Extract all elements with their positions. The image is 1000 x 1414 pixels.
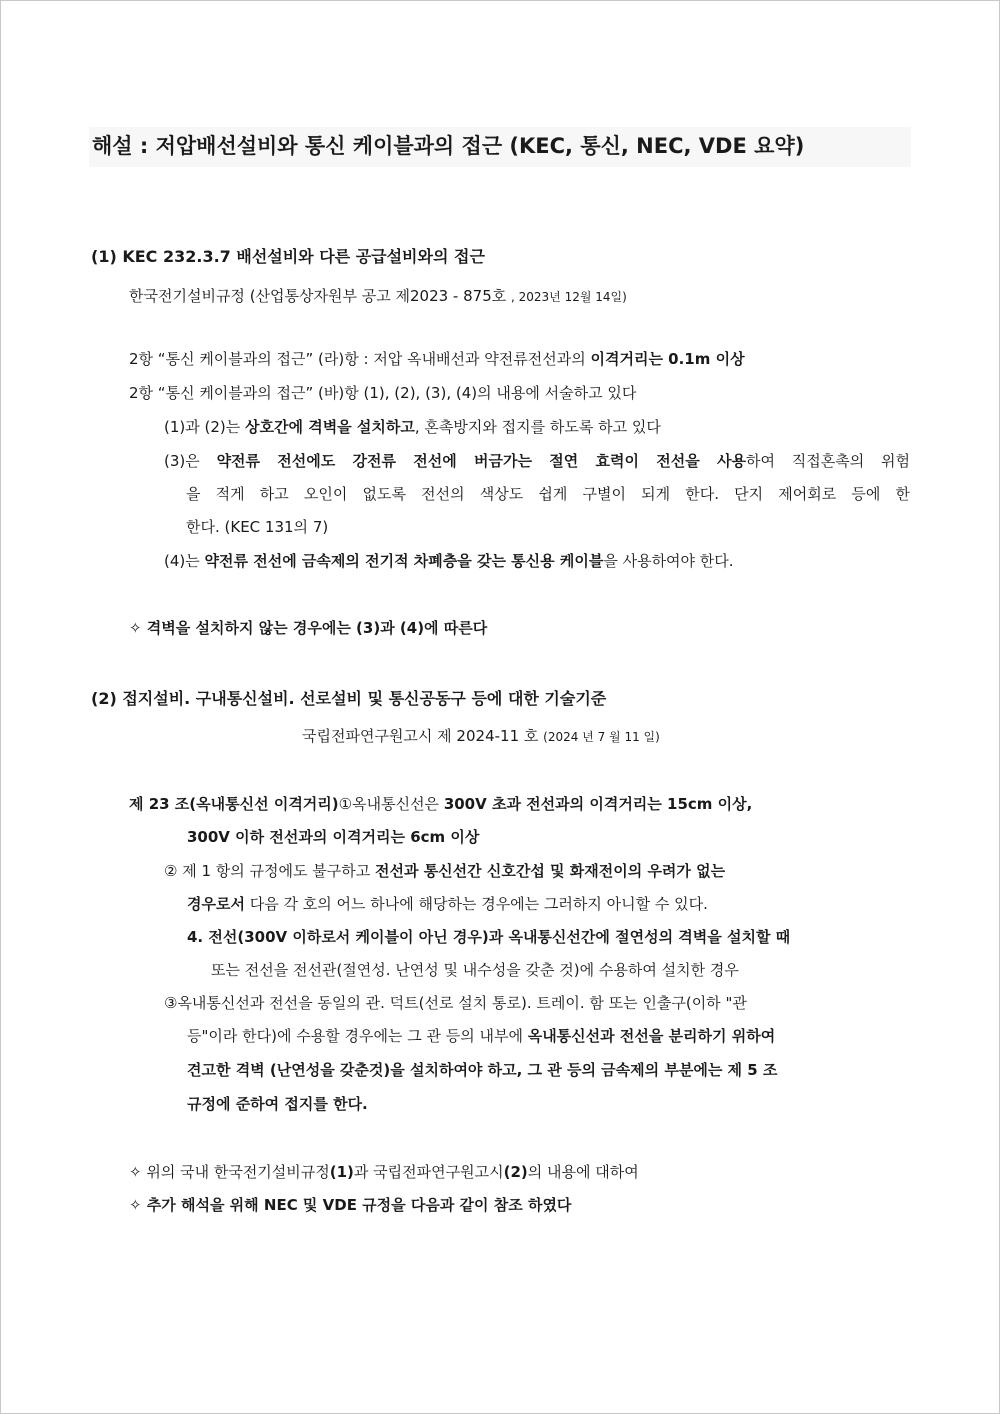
article-23-item-4-line-2: 또는 전선을 전선관(절연성. 난연성 및 내수성을 갖춘 것)에 수용하여 설치한 경우 <box>211 961 739 979</box>
footer-note-1-ref-1: (1) <box>329 1163 354 1181</box>
article-23-para-2 <box>164 861 725 881</box>
document-title: 해설 : 저압배선설비와 통신 케이블과의 접근 (KEC, 통신, NEC, VDE 요약) <box>92 134 805 158</box>
section-1-source-date: , 2023년 12월 14일) <box>511 290 627 304</box>
section-1-line-a <box>129 349 745 369</box>
para-2-bold: 전선과 통신선간 신호간섭 및 화재전이의 우려가 없는 <box>375 862 726 880</box>
para-2-text: ② 제 1 항의 규정에도 불구하고 <box>164 862 375 880</box>
article-23-para-2-line-2 <box>187 894 708 914</box>
item-4-bold: 약전류 전선에 금속제의 전기적 차폐층을 갖는 통신용 케이블 <box>204 552 604 570</box>
section-1-heading: (1) KEC 232.3.7 배선설비와 다른 공급설비와의 접근 <box>91 247 485 266</box>
section-1-item-4 <box>164 551 734 571</box>
article-23-line-2: 300V 이하 전선과의 이격거리는 6cm 이상 <box>187 828 480 846</box>
section-1-source <box>129 286 627 307</box>
article-23-para-1-bold: 300V 초과 전선과의 이격거리는 15cm 이상, <box>443 795 753 813</box>
article-23-para-3-line-2 <box>187 1026 775 1046</box>
footer-note-1-post: 의 내용에 대하여 <box>527 1163 639 1181</box>
section-1-item-1-2 <box>164 417 661 437</box>
article-23-title: 제 23 조(옥내통신선 이격거리) <box>129 795 339 813</box>
item-4-post: 을 사용하여야 한다. <box>603 552 734 570</box>
section-2-source-main: 국립전파연구원고시 제 2024-11 호 <box>302 727 544 745</box>
item-3-bold: 약전류 전선에도 강전류 전선에 버금가는 절연 효력이 전선을 사용 <box>216 452 746 470</box>
footer-note-1-ref-2: (2) <box>503 1163 528 1181</box>
article-23-item-4: 4. 전선(300V 이하로서 케이블이 아닌 경우)과 옥내통신선간에 절연성의 격벽을 설치할 때 <box>187 928 791 946</box>
article-23-para-1-text: ①옥내통신선은 <box>338 795 444 813</box>
title-box <box>89 127 911 167</box>
para-2-line-2-bold: 경우로서 <box>187 895 245 913</box>
footer-note-1-text: ✧ 위의 국내 한국전기설비규정 <box>129 1163 330 1181</box>
para-3-line-2-bold: 옥내통신선과 전선을 분리하기 위하여 <box>527 1027 776 1045</box>
section-2-source <box>302 726 660 747</box>
para-3-line-2-text: 등"이라 한다)에 수용할 경우에는 그 관 등의 내부에 <box>187 1027 528 1045</box>
article-23-line-1 <box>129 794 752 814</box>
line-a-text: 2항 “통신 케이블과의 접근” (라)항 : 저압 옥내배선과 약전류전선과의 <box>129 350 591 368</box>
item-3-text: (3)은 <box>164 452 217 470</box>
article-23-para-3-line-4: 규정에 준하여 접지를 한다. <box>187 1095 368 1113</box>
item-1-2-post: , 혼촉방지와 접지를 하도록 하고 있다 <box>414 418 661 436</box>
footer-note-1 <box>129 1162 639 1182</box>
footer-note-2: ✧ 추가 해석을 위해 NEC 및 VDE 규정을 다음과 같이 참조 하였다 <box>129 1196 572 1214</box>
section-1-item-3 <box>164 451 910 471</box>
section-2-heading: (2) 접지설비. 구내통신설비. 선로설비 및 통신공동구 등에 대한 기술기준 <box>91 689 607 708</box>
section-2-source-date: (2024 년 7 월 11 일) <box>543 730 660 744</box>
item-3-post: 하여 직접혼촉의 위험 <box>745 452 910 470</box>
item-4-text: (4)는 <box>164 552 205 570</box>
article-23-para-3: ③옥내통신선과 전선을 동일의 관. 덕트(선로 설치 통로). 트레이. 함 또는 인출구(이하 "관 <box>164 994 747 1012</box>
para-2-line-2-text: 다음 각 호의 어느 하나에 해당하는 경우에는 그러하지 아니할 수 있다. <box>244 895 708 913</box>
item-1-2-text: (1)과 (2)는 <box>164 418 246 436</box>
footer-note-1-mid: 과 국립전파연구원고시 <box>353 1163 504 1181</box>
section-1-note: ✧ 격벽을 설치하지 않는 경우에는 (3)과 (4)에 따른다 <box>129 619 488 637</box>
line-a-bold: 이격거리는 0.1m 이상 <box>590 350 745 368</box>
item-1-2-bold: 상호간에 격벽을 설치하고 <box>245 418 415 436</box>
article-23-para-3-line-3: 견고한 격벽 (난연성을 갖춘것)을 설치하여야 하고, 그 관 등의 금속제의 부분에는 제 5 조 <box>187 1061 778 1079</box>
section-1-item-3-line-3: 한다. (KEC 131의 7) <box>186 518 329 536</box>
section-1-item-3-line-2: 을 적게 하고 오인이 없도록 전선의 색상도 쉽게 구별이 되게 한다. 단지 제어회로 등에 한 <box>186 485 910 503</box>
section-1-source-main: 한국전기설비규정 (산업통상자원부 공고 제2023 - 875호 <box>129 287 507 305</box>
section-1-line-b: 2항 “통신 케이블과의 접근” (바)항 (1), (2), (3), (4)의 내용에 서술하고 있다 <box>129 384 637 402</box>
